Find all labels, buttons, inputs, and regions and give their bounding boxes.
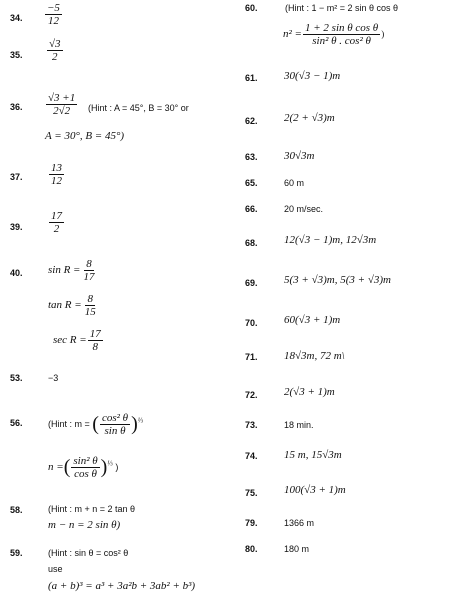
answer-66: 20 m/sec. bbox=[284, 204, 324, 214]
hint-60: (Hint : 1 − m² = 2 sin θ cos θ bbox=[285, 3, 399, 13]
question-number: 65. bbox=[245, 178, 258, 188]
question-number: 72. bbox=[245, 390, 258, 400]
hint-56: (Hint : m = ( $\frac{\text{cos² θ}}{\text{sin θ}}$ )$^{\frac{1}{3}}$ bbox=[48, 412, 143, 437]
question-number: 60. bbox=[245, 3, 258, 13]
question-number: 79. bbox=[245, 518, 258, 528]
answer-34: $\frac{-5}{12}$ bbox=[47, 2, 60, 27]
answer-65: 60 m bbox=[284, 178, 305, 188]
answer-68: 12(√3 − 1)m, 12√3m bbox=[284, 234, 377, 246]
answer-72: 2(√3 + 1)m bbox=[284, 386, 335, 398]
question-number: 75. bbox=[245, 488, 258, 498]
answer-40-sec: sec R = $\frac{17}{8}$ bbox=[53, 328, 101, 353]
answer-70: 60(√3 + 1)m bbox=[284, 314, 341, 326]
hint-58-cont: m − n = 2 sin θ) bbox=[48, 519, 121, 531]
hint-36-cont: A = 30°, B = 45°) bbox=[45, 130, 125, 142]
answer-75: 100(√3 + 1)m bbox=[284, 484, 346, 496]
hint-60-n: n² = $\frac{\text{1 + 2 sin θ cos θ}}{\text{sin² θ . cos² θ}}$ ) bbox=[283, 22, 385, 47]
hint-36: (Hint : A = 45°, B = 30° or bbox=[88, 103, 189, 113]
answer-40-tan: tan R = $\frac{8}{15}$ bbox=[48, 293, 96, 318]
answer-61: 30(√3 − 1)m bbox=[284, 70, 341, 82]
question-number: 70. bbox=[245, 318, 258, 328]
question-number: 62. bbox=[245, 116, 258, 126]
answer-74: 15 m, 15√3m bbox=[284, 449, 342, 461]
question-number: 58. bbox=[10, 505, 23, 515]
question-number: 37. bbox=[10, 172, 23, 182]
hint-59: (Hint : sin θ = cos² θ bbox=[48, 548, 129, 558]
question-number: 34. bbox=[10, 13, 23, 23]
question-number: 66. bbox=[245, 204, 258, 214]
question-number: 73. bbox=[245, 420, 258, 430]
answer-79: 1366 m bbox=[284, 518, 315, 528]
answer-36: $\frac{√3 +1}{2√2}$ bbox=[48, 92, 76, 117]
question-number: 68. bbox=[245, 238, 258, 248]
answer-73: 18 min. bbox=[284, 420, 314, 430]
question-number: 35. bbox=[10, 50, 23, 60]
question-number: 71. bbox=[245, 352, 258, 362]
question-number: 36. bbox=[10, 102, 23, 112]
answer-71: 18√3m, 72 m\ bbox=[284, 350, 345, 362]
question-number: 63. bbox=[245, 152, 258, 162]
answer-37: $\frac{13}{12}$ bbox=[51, 162, 62, 187]
answer-53: −3 bbox=[48, 373, 59, 383]
question-number: 40. bbox=[10, 268, 23, 278]
answer-63: 30√3m bbox=[284, 150, 315, 162]
answer-39: $\frac{17}{2}$ bbox=[51, 210, 62, 235]
answer-69: 5(3 + √3)m, 5(3 + √3)m bbox=[284, 274, 391, 286]
question-number: 39. bbox=[10, 222, 23, 232]
question-number: 69. bbox=[245, 278, 258, 288]
hint-58: (Hint : m + n = 2 tan θ bbox=[48, 504, 136, 514]
question-number: 61. bbox=[245, 73, 258, 83]
question-number: 53. bbox=[10, 373, 23, 383]
question-number: 59. bbox=[10, 548, 23, 558]
answer-35: $\frac{√3}{2}$ bbox=[49, 38, 61, 63]
question-number: 56. bbox=[10, 418, 23, 428]
hint-59-use: use bbox=[48, 564, 63, 574]
answer-40-sin: sin R = $\frac{8}{17}$ bbox=[48, 258, 95, 283]
hint-56-n: n =( $\frac{\text{sin² θ}}{\text{cos θ}}$ )$^{\frac{1}{3}}$ ) bbox=[48, 455, 119, 480]
answer-80: 180 m bbox=[284, 544, 310, 554]
hint-59-formula: (a + b)³ = a³ + 3a²b + 3ab² + b³) bbox=[48, 580, 196, 592]
question-number: 74. bbox=[245, 451, 258, 461]
answer-62: 2(2 + √3)m bbox=[284, 112, 335, 124]
question-number: 80. bbox=[245, 544, 258, 554]
